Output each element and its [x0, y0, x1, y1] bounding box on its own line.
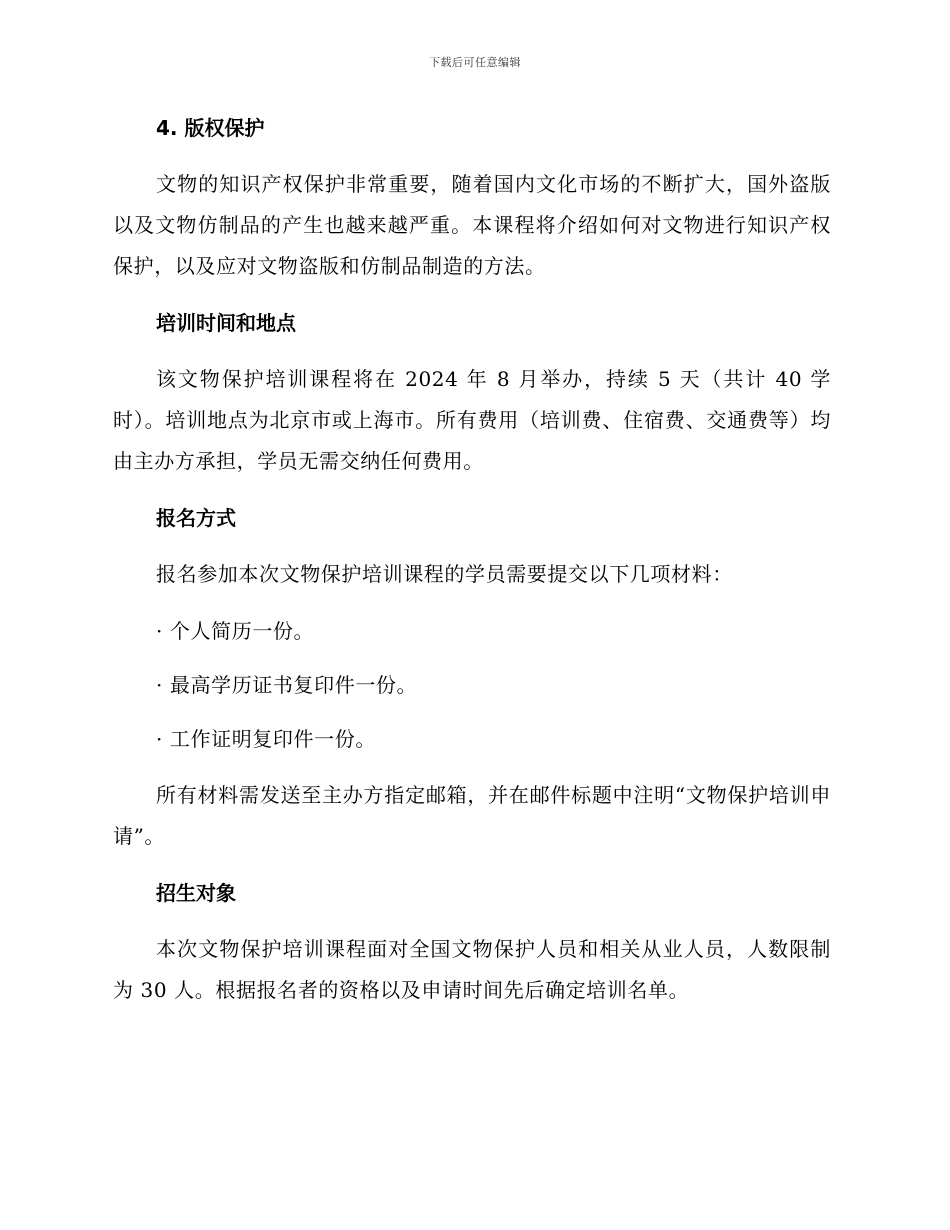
header-note: 下载后可任意编辑	[429, 56, 521, 69]
list-item: · 个人简历一份。	[156, 619, 315, 643]
section-heading-enrollment: 招生对象	[156, 881, 236, 905]
paragraph-registration-closing: 所有材料需发送至主办方指定邮箱，并在邮件标题中注明“文物保护培训申请”。	[113, 783, 831, 848]
section-heading-time-place: 培训时间和地点	[156, 311, 296, 335]
section-heading-copyright: 4. 版权保护	[156, 116, 265, 140]
paragraph-copyright: 文物的知识产权保护非常重要，随着国内文化市场的不断扩大，国外盗版以及文物仿制品的产生也越来越严重。本课程将介绍如何对文物进行知识产权保护，以及应对文物盗版和仿制品制造的方法。	[113, 172, 831, 278]
section-heading-registration: 报名方式	[156, 506, 236, 530]
paragraph-time-place: 该文物保护培训课程将在 2024 年 8 月举办，持续 5 天（共计 40 学时）。培训地点为北京市或上海市。所有费用（培训费、住宿费、交通费等）均由主办方承担，学员无需交纳任何费用。	[113, 367, 831, 473]
list-item: · 最高学历证书复印件一份。	[156, 673, 418, 697]
paragraph-enrollment: 本次文物保护培训课程面对全国文物保护人员和相关从业人员，人数限制为 30 人。根据报名者的资格以及申请时间先后确定培训名单。	[113, 937, 831, 1002]
paragraph-registration-intro: 报名参加本次文物保护培训课程的学员需要提交以下几项材料：	[156, 562, 733, 586]
document-body	[113, 110, 831, 1029]
list-item: · 工作证明复印件一份。	[156, 727, 376, 751]
